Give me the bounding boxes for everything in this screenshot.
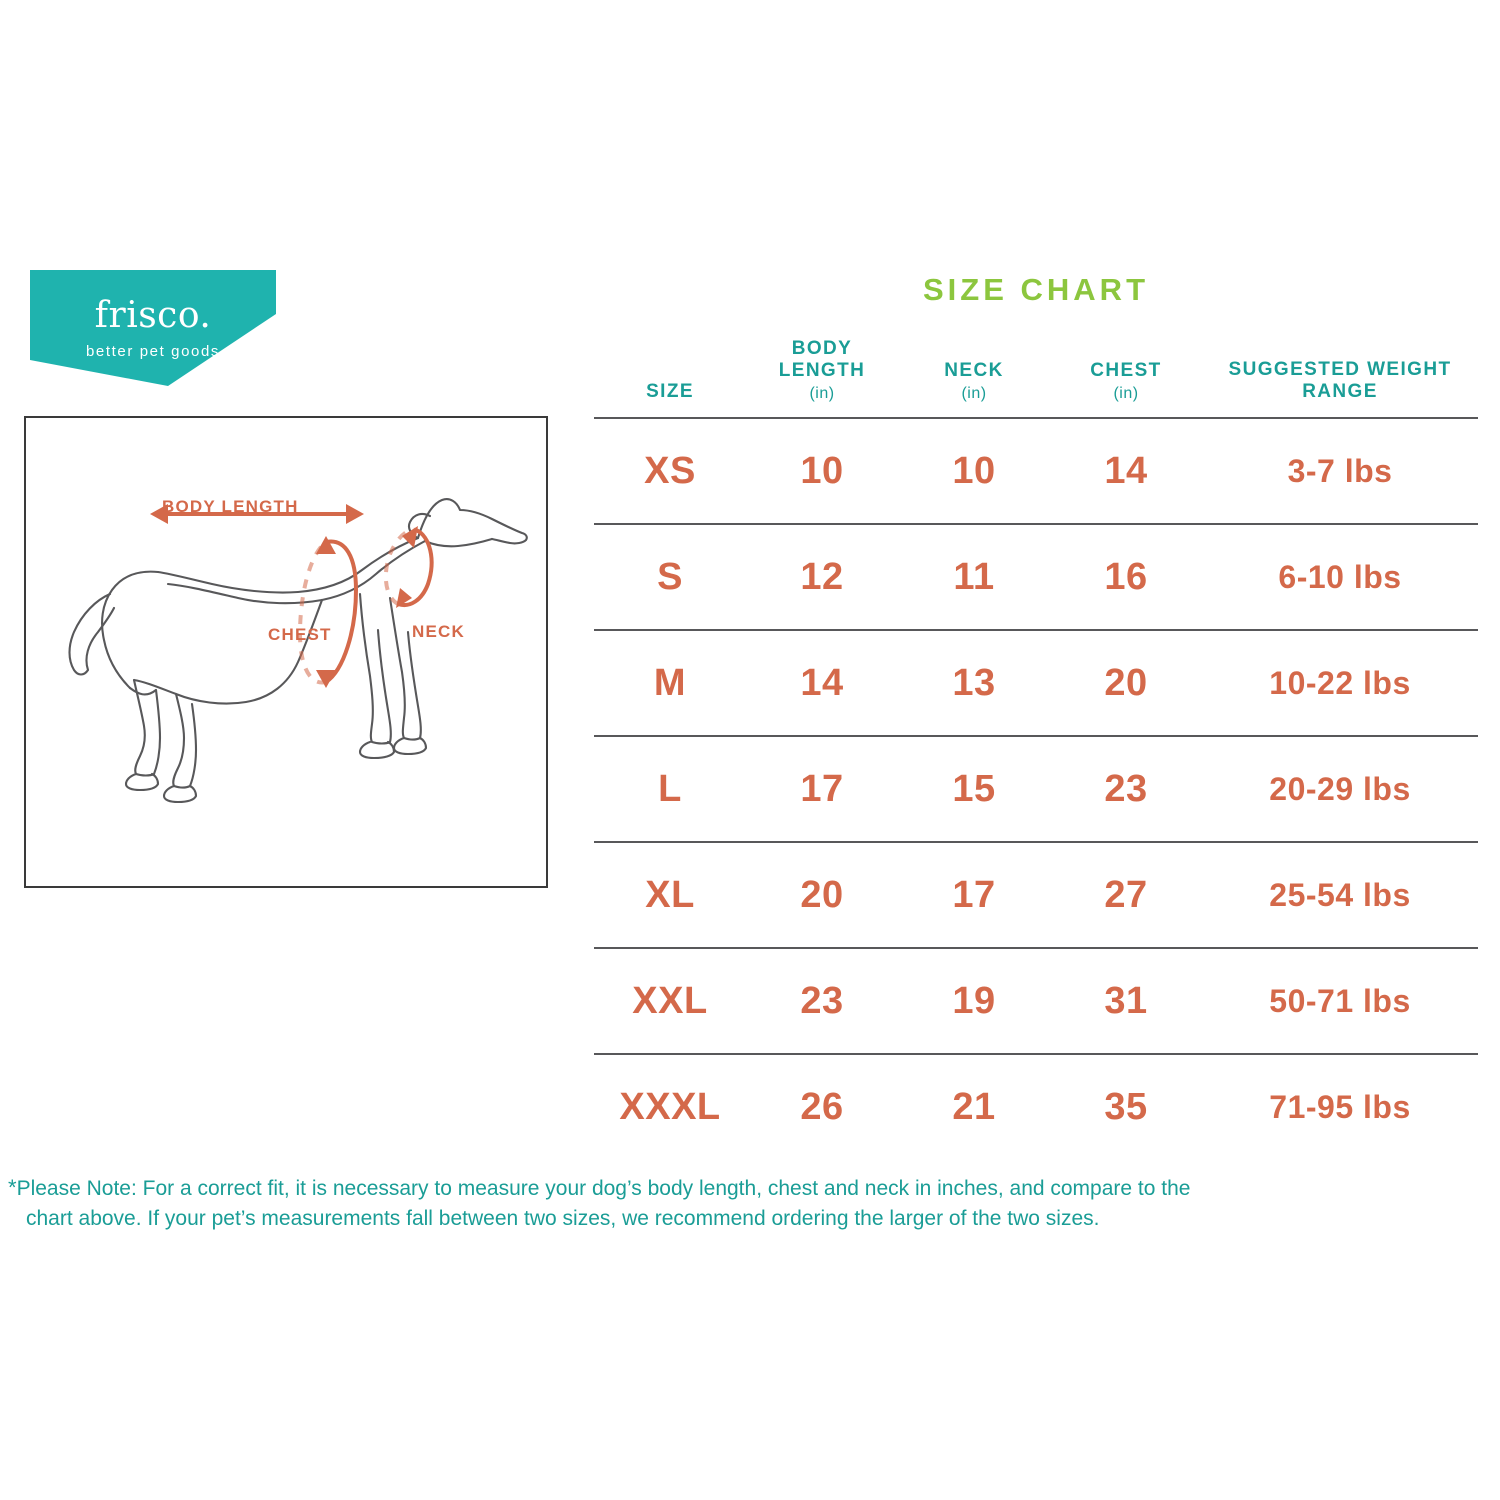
column-header-size: SIZE	[646, 381, 694, 403]
table-row	[594, 948, 1478, 1054]
cell-size: L	[594, 736, 746, 842]
cell-size: M	[594, 630, 746, 736]
column-header-weight-range: SUGGESTED WEIGHT RANGE	[1228, 359, 1452, 403]
column-header-neck: NECK (in)	[944, 359, 1004, 402]
cell-chest: 23	[1050, 736, 1202, 842]
cell-chest: 31	[1050, 948, 1202, 1054]
cell-neck: 15	[898, 736, 1050, 842]
size-table	[594, 338, 1478, 1159]
cell-weight: 71-95 lbs	[1269, 1088, 1411, 1125]
table-row	[594, 842, 1478, 948]
cell-chest: 16	[1050, 524, 1202, 630]
cell-weight: 50-71 lbs	[1202, 948, 1478, 1054]
table-row	[594, 418, 1478, 524]
dog-measurement-illustration	[26, 418, 546, 886]
diagram-label-chest: CHEST	[268, 625, 332, 644]
cell-chest: 14	[1050, 418, 1202, 524]
cell-size: XS	[594, 418, 746, 524]
table-row	[594, 736, 1478, 842]
footnote	[8, 1172, 1492, 1235]
table-header-row	[594, 338, 1478, 418]
brand-name: frisco.	[94, 295, 212, 336]
chart-title: SIZE CHART	[923, 272, 1149, 307]
footnote-asterisk: *	[8, 1175, 17, 1200]
cell-neck: 11	[898, 524, 1050, 630]
column-header-body-length: BODY LENGTH (in)	[778, 338, 866, 402]
cell-size: S	[594, 524, 746, 630]
cell-body-length: 17	[746, 736, 898, 842]
cell-body-length: 23	[746, 948, 898, 1054]
table-row	[594, 1054, 1478, 1159]
measurement-diagram	[24, 416, 548, 888]
cell-body-length: 10	[746, 418, 898, 524]
size-chart-panel	[594, 272, 1478, 1159]
table-row	[594, 630, 1478, 736]
cell-body-length: 12	[746, 524, 898, 630]
footnote-line-1: Please Note: For a correct fit, it is necessary to measure your dog’s body length, chest and neck in inches, and compare to the	[16, 1177, 1191, 1200]
logo-banner-shape	[28, 268, 278, 388]
cell-weight: 3-7 lbs	[1202, 418, 1478, 524]
brand-logo	[28, 268, 278, 388]
cell-weight: 20-29 lbs	[1202, 736, 1478, 842]
footnote-line-2: chart above. If your pet’s measurements fall between two sizes, we recommend ordering the larger of the two sizes.	[26, 1207, 1100, 1231]
cell-neck: 17	[898, 842, 1050, 948]
cell-chest: 27	[1050, 842, 1202, 948]
cell-size: XXL	[594, 948, 746, 1054]
cell-chest: 20	[1050, 630, 1202, 736]
cell-neck: 10	[898, 418, 1050, 524]
brand-tagline: better pet goods	[85, 343, 220, 360]
column-header-chest: CHEST (in)	[1090, 359, 1162, 402]
cell-neck: 13	[898, 630, 1050, 736]
cell-size: XXXL	[619, 1085, 721, 1128]
cell-chest: 35	[1104, 1085, 1148, 1128]
cell-weight: 10-22 lbs	[1202, 630, 1478, 736]
diagram-label-neck: NECK	[412, 622, 465, 641]
cell-body-length: 26	[800, 1085, 844, 1128]
cell-size: XL	[594, 842, 746, 948]
diagram-label-body-length: BODY LENGTH	[162, 497, 299, 516]
cell-neck: 19	[898, 948, 1050, 1054]
cell-weight: 6-10 lbs	[1202, 524, 1478, 630]
cell-neck: 21	[952, 1085, 996, 1128]
table-row	[594, 524, 1478, 630]
cell-body-length: 14	[746, 630, 898, 736]
cell-body-length: 20	[746, 842, 898, 948]
cell-weight: 25-54 lbs	[1202, 842, 1478, 948]
